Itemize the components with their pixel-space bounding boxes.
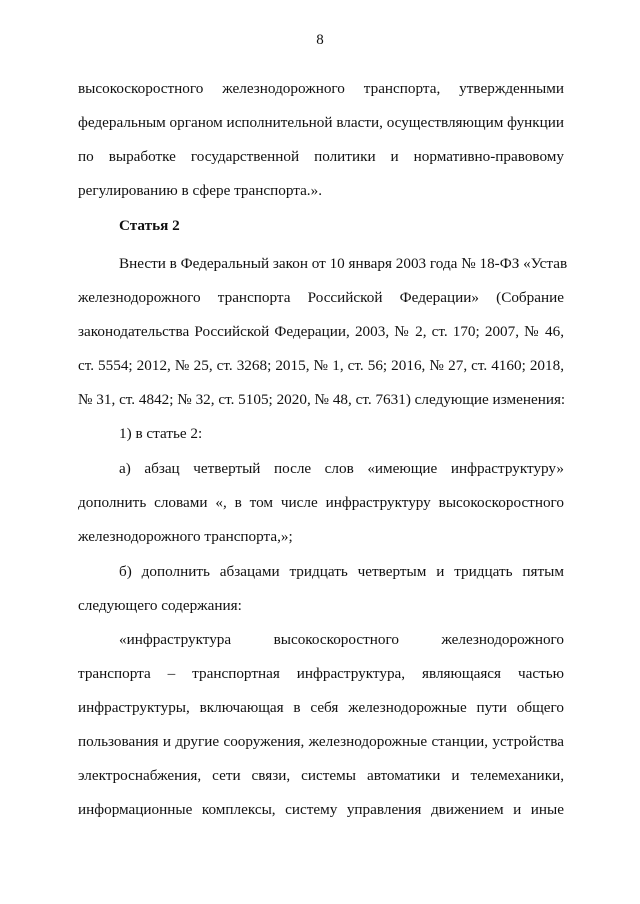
text-line-12: а) абзац четвертый после слов «имеющие инфраструктуру» (119, 460, 564, 477)
text-line-13: дополнить словами «, в том числе инфраструктуру высокоскоростного (78, 494, 564, 511)
text-line-11: 1) в статье 2: (119, 425, 203, 442)
page-number: 8 (316, 32, 324, 48)
text-line-2: федеральным органом исполнительной власти, осуществляющим функции (78, 114, 565, 131)
text-line-21: электроснабжения, сети связи, системы автоматики и телемеханики, (78, 767, 564, 784)
text-line-15: б) дополнить абзацами тридцать четвертым и тридцать пятым (119, 563, 564, 580)
text-line-9: ст. 5554; 2012, № 25, ст. 3268; 2015, № 1, ст. 56; 2016, № 27, ст. 4160; 2018, (78, 357, 564, 374)
article-heading: Статья 2 (119, 217, 180, 234)
text-line-22: информационные комплексы, систему управления движением и иные (78, 801, 564, 818)
text-line-10: № 31, ст. 4842; № 32, ст. 5105; 2020, № 48, ст. 7631) следующие изменения: (78, 391, 566, 408)
text-line-16: следующего содержания: (78, 597, 242, 614)
text-line-6: Внести в Федеральный закон от 10 января 2003 года № 18-ФЗ «Устав (119, 255, 568, 272)
text-line-20: пользования и другие сооружения, железнодорожные станции, устройства (78, 733, 564, 750)
text-line-4: регулированию в сфере транспорта.». (78, 182, 322, 199)
text-line-1: высокоскоростного железнодорожного транспорта, утвержденными (78, 80, 564, 97)
text-line-14: железнодорожного транспорта,»; (78, 528, 293, 545)
text-line-7: железнодорожного транспорта Российской Федерации» (Собрание (78, 289, 564, 306)
text-line-8: законодательства Российской Федерации, 2003, № 2, ст. 170; 2007, № 46, (78, 323, 564, 340)
text-line-18: транспорта – транспортная инфраструктура, являющаяся частью (78, 665, 564, 682)
text-line-3: по выработке государственной политики и нормативно-правовому (78, 148, 564, 165)
text-line-17: «инфраструктура высокоскоростного железнодорожного (119, 631, 564, 648)
text-line-19: инфраструктуры, включающая в себя железнодорожные пути общего (78, 699, 564, 716)
